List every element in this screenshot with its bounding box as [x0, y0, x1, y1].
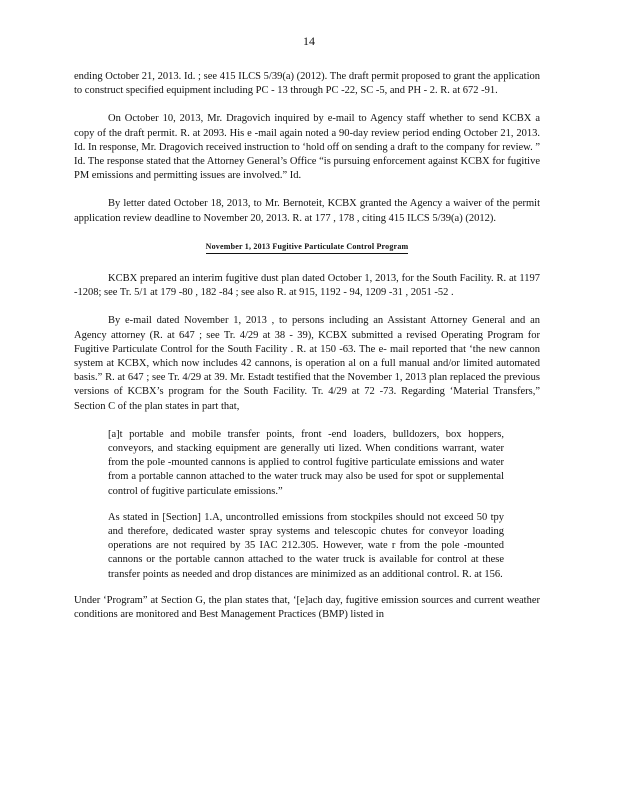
document-body: [74, 70, 540, 636]
section-heading-text: November 1, 2013 Fugitive Particulate Control Program: [206, 242, 409, 254]
page-number: 14: [303, 34, 315, 48]
paragraph-dragovich-inquiry: On October 10, 2013, Mr. Dragovich inquired by e-mail to Agency staff whether to send KCBX a copy of the draft permit. R. at 2093. His e -mail again noted a 90-day review period ending October 21, 2013. Id. In response, Mr. Dragovich received instruction to ‘hold off on sending a draft to the company for review. ” Id. The response stated that the Attorney General’s Office “is pursuing enforcement against KCBX for fugitive PM emissions and permitting issues are involved.” Id.: [74, 113, 540, 182]
paragraph-revised-operating-program: By e-mail dated November 1, 2013 , to persons including an Assistant Attorney General and an Agency attorney (R. at 647 ; see Tr. 4/29 at 38 - 39), KCBX submitted a revised Operating Program for Fugitive Particulate Control for the South Facility . R. at 150 -63. The e- mail reported that ‘the new cannon system at KCBX, which now includes 42 cannons, is operation al on a full manual and/or limited automated basis.” R. at 647 ; see Tr. 4/29 at 39. Mr. Estadt testified that the November 1, 2013 plan replaced the previous versions of KCBX’s program for the South Facility. Tr. 4/29 at 72 -73. Regarding ‘Material Transfers,” Section C of the plan states in part that,: [74, 315, 540, 412]
block-quote: [108, 428, 504, 582]
paragraph-program-section-g: Under ‘Program” at Section G, the plan states that, ‘[e]ach day, fugitive emission sources and current weather conditions are monitored and Best Management Practices (BMP) listed in: [74, 594, 540, 621]
block-quote-material-transfers: [a]t portable and mobile transfer points, front -end loaders, bulldozers, box hoppers, conveyors, and stacking equipment are generally uti lized. When conditions warrant, water from the pole -mounted cannons is applied to control fugitive particulate emissions and water from a portable cannon attached to the water truck may also be used for spot or supplemental control of fugitive particulate emissions.”: [108, 428, 504, 497]
paragraph-interim-dust-plan: KCBX prepared an interim fugitive dust plan dated October 1, 2013, for the South Facility. R. at 1197 -1208; see Tr. 5/1 at 179 -80 , 182 -84 ; see also R. at 915, 1192 - 94, 1209 -31 , 2051 -52 .: [74, 273, 540, 299]
paragraph-waiver-letter: By letter dated October 18, 2013, to Mr. Bernoteit, KCBX granted the Agency a waiver of the permit application review deadline to November 20, 2013. R. at 177 , 178 , citing 415 ILCS 5/39(a) (2012).: [74, 198, 540, 224]
section-heading: [74, 240, 540, 256]
paragraph-continuation: ending October 21, 2013. Id. ; see 415 ILCS 5/39(a) (2012). The draft permit proposed to grant the application to construct specified equipment including PC - 13 through PC -22, SC -5, and PH - 2. R. at 672 -91.: [74, 71, 540, 97]
block-quote-section-1a: As stated in [Section] 1.A, uncontrolled emissions from stockpiles should not exceed 50 tpy and therefore, dedicated waster spray systems and telescopic chutes for conveyor loading operations are not required by 35 IAC 212.305. However, wate r from the pole -mounted cannons or the portable cannon attached to the water truck is available for control at these transfer points as needed and drop distances are minimized as an additional control. R. at 156.: [108, 511, 504, 580]
